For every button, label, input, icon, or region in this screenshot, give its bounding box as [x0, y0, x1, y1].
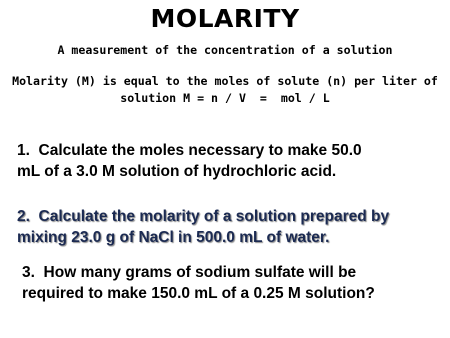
slide-subtitle: A measurement of the concentration of a solution	[57, 43, 393, 57]
question-1-line-2: mL of a 3.0 M solution of hydrochloric acid.	[17, 163, 337, 180]
question-3-line-2: required to make 150.0 mL of a 0.25 M solution?	[22, 285, 375, 302]
question-1	[17, 140, 447, 182]
question-2-line-1: 2. Calculate the molarity of a solution prepared by	[17, 208, 390, 225]
definition-line-2: solution M = n / V = mol / L	[120, 91, 330, 105]
molarity-definition	[10, 73, 440, 107]
question-3-line-1: 3. How many grams of sodium sulfate will be	[22, 264, 357, 281]
definition-line-1: Molarity (M) is equal to the moles of solute (n) per liter of	[12, 74, 438, 88]
question-3	[22, 262, 447, 304]
question-2-line-2: mixing 23.0 g of NaCl in 500.0 mL of water.	[17, 229, 330, 246]
slide-title: MOLARITY	[150, 4, 300, 33]
question-2	[17, 206, 447, 248]
question-1-line-1: 1. Calculate the moles necessary to make 50.0	[17, 142, 362, 159]
